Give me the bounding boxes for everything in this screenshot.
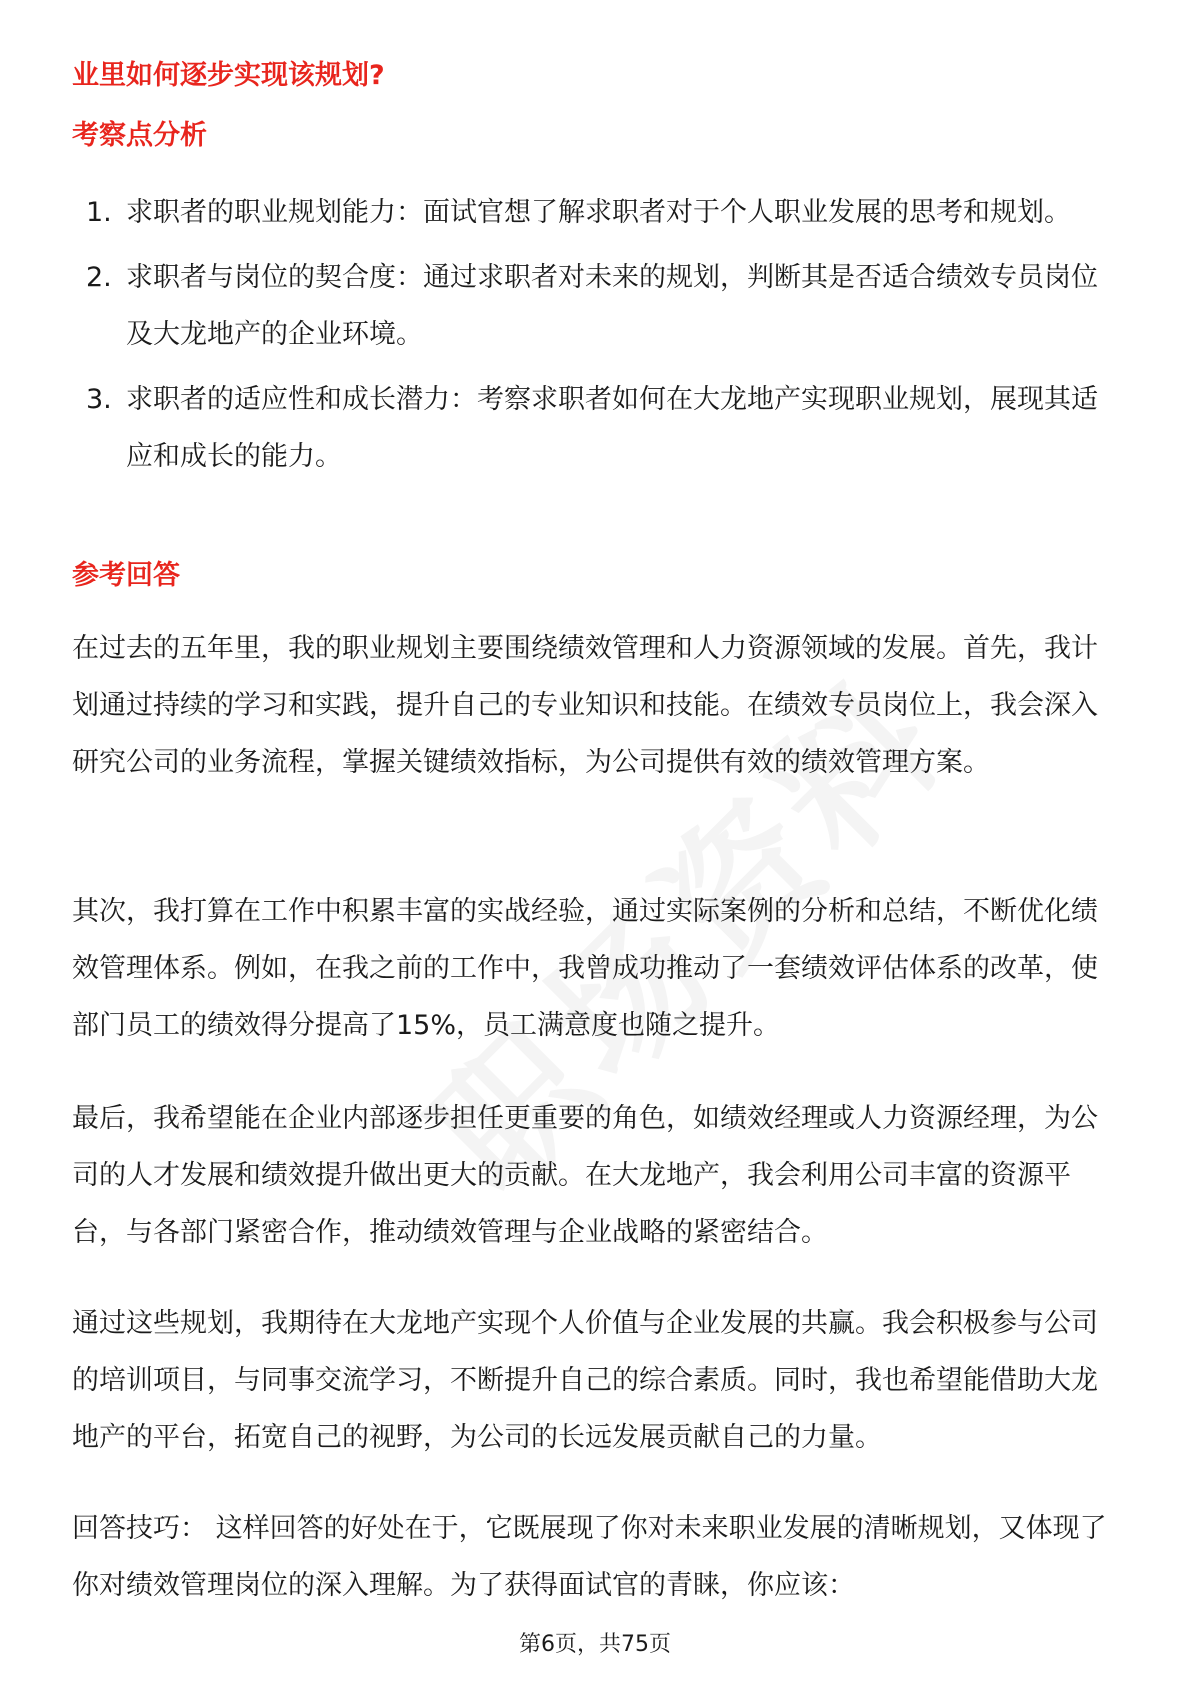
question-heading: 业里如何逐步实现该规划?: [72, 60, 385, 91]
analysis-list: [72, 184, 1122, 493]
tips-paragraph: 回答技巧： 这样回答的好处在于，它既展现了你对未来职业发展的清晰规划，又体现了你对绩效管理岗位的深入理解。为了获得面试官的青睐，你应该：: [72, 1513, 1107, 1601]
list-number: 1.: [86, 197, 112, 228]
list-item: [72, 249, 1122, 363]
list-text: 求职者的适应性和成长潜力：考察求职者如何在大龙地产实现职业规划，展现其适应和成长的能力。: [126, 384, 1098, 472]
answer-paragraph: 最后，我希望能在企业内部逐步担任更重要的角色，如绩效经理或人力资源经理，为公司的人才发展和绩效提升做出更大的贡献。在大龙地产，我会利用公司丰富的资源平台，与各部门紧密合作，推动绩效管理与企业战略的紧密结合。: [72, 1103, 1098, 1248]
list-number: 2.: [86, 262, 112, 293]
answer-paragraph: 在过去的五年里，我的职业规划主要围绕绩效管理和人力资源领域的发展。首先，我计划通过持续的学习和实践，提升自己的专业知识和技能。在绩效专员岗位上，我会深入研究公司的业务流程，掌握关键绩效指标，为公司提供有效的绩效管理方案。: [72, 633, 1098, 778]
list-number: 3.: [86, 384, 112, 415]
answer-paragraph: 其次，我打算在工作中积累丰富的实战经验，通过实际案例的分析和总结，不断优化绩效管理体系。例如，在我之前的工作中，我曾成功推动了一套绩效评估体系的改革，使部门员工的绩效得分提高了15%，员工满意度也随之提升。: [72, 896, 1098, 1041]
list-item: [72, 371, 1122, 485]
answer-heading: 参考回答: [72, 560, 180, 591]
page-number: 第6页，共75页: [519, 1632, 671, 1657]
list-text: 求职者的职业规划能力：面试官想了解求职者对于个人职业发展的思考和规划。: [126, 197, 1071, 228]
list-item: [72, 184, 1122, 241]
answer-paragraph: 通过这些规划，我期待在大龙地产实现个人价值与企业发展的共赢。我会积极参与公司的培训项目，与同事交流学习，不断提升自己的综合素质。同时，我也希望能借助大龙地产的平台，拓宽自己的视野，为公司的长远发展贡献自己的力量。: [72, 1308, 1098, 1453]
list-text: 求职者与岗位的契合度：通过求职者对未来的规划，判断其是否适合绩效专员岗位及大龙地产的企业环境。: [126, 262, 1098, 350]
analysis-heading: 考察点分析: [72, 120, 207, 151]
